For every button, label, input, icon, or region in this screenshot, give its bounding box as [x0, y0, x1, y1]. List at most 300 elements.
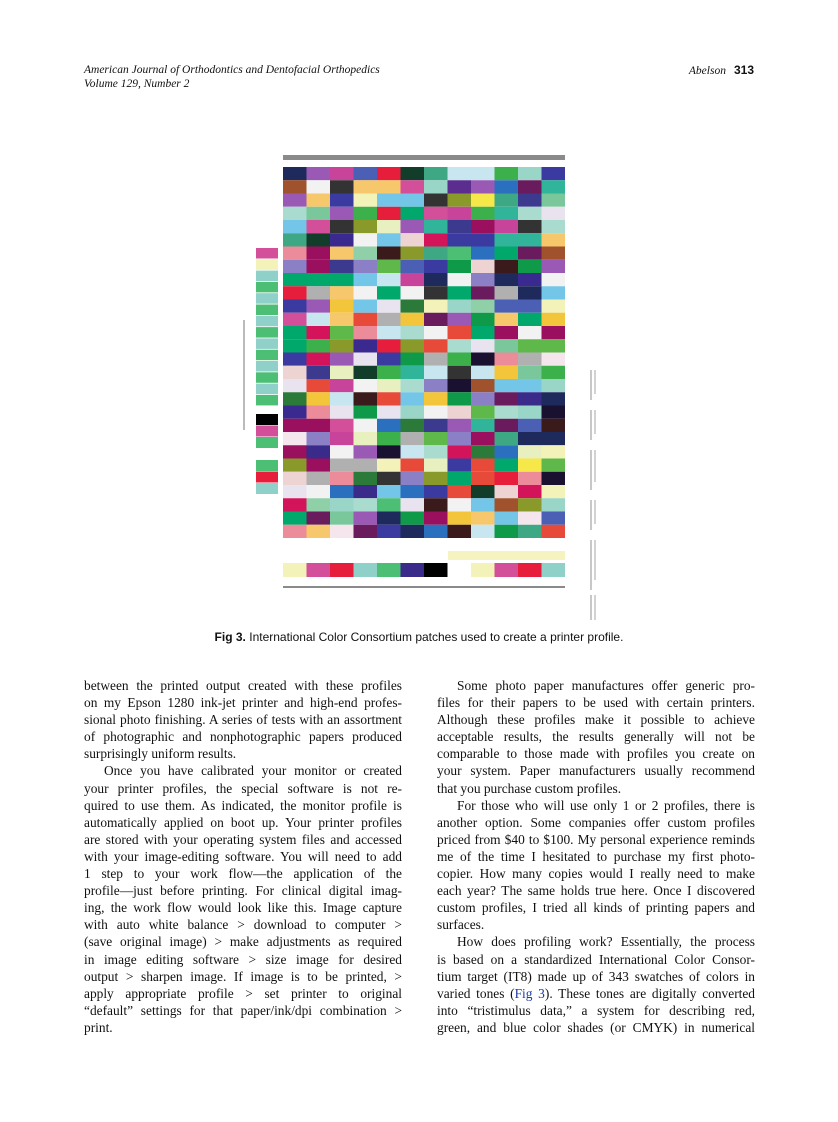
color-patch [377, 445, 401, 458]
side-strip-patch [256, 361, 278, 372]
text-line: profile—just before printing. For clinical digital imag- [84, 883, 402, 899]
vertical-label-mark [590, 595, 592, 620]
text-line: custom profiles, I tried all kinds of printing papers and [437, 900, 755, 916]
color-patch [518, 339, 542, 352]
color-patch [448, 339, 472, 352]
bottom-reference-patch [471, 563, 495, 577]
text-line: surprisingly uniform results. [84, 746, 237, 762]
color-patch [354, 406, 378, 419]
color-patch [377, 273, 401, 286]
color-patch [354, 273, 378, 286]
color-patch [542, 233, 566, 246]
running-header-right [689, 63, 754, 78]
color-patch [401, 379, 425, 392]
color-patch [307, 233, 331, 246]
side-strip-patch [256, 259, 278, 270]
color-patch [495, 512, 519, 525]
color-patch [542, 260, 566, 273]
text-line: print. [84, 1019, 113, 1035]
color-patch [401, 339, 425, 352]
color-patch [448, 525, 472, 538]
color-patch [495, 207, 519, 220]
figure-caption [0, 630, 838, 644]
vertical-label-mark [594, 370, 596, 394]
color-patch [283, 366, 307, 379]
color-patch [307, 379, 331, 392]
color-patch [307, 485, 331, 498]
color-patch [518, 313, 542, 326]
color-patch [424, 445, 448, 458]
vertical-label-mark [590, 450, 592, 490]
color-patch [307, 247, 331, 260]
color-patch [354, 366, 378, 379]
paragraph [437, 797, 755, 934]
bottom-reference-patch [542, 563, 566, 577]
color-patch [330, 247, 354, 260]
color-patch [495, 167, 519, 180]
color-patch [424, 379, 448, 392]
color-patch [354, 472, 378, 485]
color-patch [377, 525, 401, 538]
color-patch [283, 459, 307, 472]
color-patch [330, 194, 354, 207]
color-patch [354, 247, 378, 260]
color-patch [330, 167, 354, 180]
color-patch [330, 366, 354, 379]
color-patch [471, 419, 495, 432]
text-column-right [437, 677, 755, 1036]
text-line: output > sharpen image. If image is to be printed, > [84, 968, 402, 984]
vertical-label-mark [594, 540, 596, 580]
text-line: Once you have calibrated your monitor or created [104, 763, 402, 779]
highlight-band [448, 551, 565, 560]
color-patch [377, 313, 401, 326]
color-patch [330, 379, 354, 392]
color-patch [518, 247, 542, 260]
color-patch [283, 233, 307, 246]
side-strip-patch [256, 460, 278, 471]
color-patch [471, 220, 495, 233]
color-patch [354, 326, 378, 339]
color-patch [448, 353, 472, 366]
color-patch [518, 207, 542, 220]
color-patch [424, 485, 448, 498]
color-patch [424, 167, 448, 180]
bottom-reference-patch [424, 563, 448, 577]
color-patch [354, 485, 378, 498]
color-patch [448, 419, 472, 432]
color-patch [448, 445, 472, 458]
vertical-label-mark [594, 450, 596, 482]
bottom-reference-patch [518, 563, 542, 577]
color-patch [518, 472, 542, 485]
bottom-reference-patch [283, 563, 307, 577]
color-patch [542, 300, 566, 313]
color-patch [471, 498, 495, 511]
color-patch [448, 194, 472, 207]
color-patch [354, 445, 378, 458]
text-line: ing, the work flow would look like this. Image capture [84, 900, 402, 916]
text-line: on my Epson 1280 ink-jet printer and high-end profes- [84, 695, 402, 711]
text-line: me of the time I hesitated to purchase my first photo- [437, 848, 755, 864]
color-patch [354, 432, 378, 445]
color-patch [283, 525, 307, 538]
color-patch [283, 512, 307, 525]
running-header-left [84, 63, 380, 91]
icc-color-target-figure [230, 150, 610, 620]
color-patch [307, 207, 331, 220]
color-patch [495, 300, 519, 313]
color-patch [354, 180, 378, 193]
bottom-reference-patch [401, 563, 425, 577]
color-patch [542, 392, 566, 405]
color-patch [424, 247, 448, 260]
side-strip-patch [256, 282, 278, 293]
text-line: surfaces. [437, 917, 485, 933]
color-patch [542, 485, 566, 498]
color-patch [377, 498, 401, 511]
color-patch [354, 313, 378, 326]
color-patch [471, 379, 495, 392]
color-patch [495, 286, 519, 299]
color-patch [495, 459, 519, 472]
text-line: between the printed output created with these profiles [84, 678, 402, 693]
color-patch [401, 445, 425, 458]
side-strip-patch [256, 248, 278, 259]
color-patch [330, 180, 354, 193]
text-line: (save original image) > make adjustments as required [84, 934, 402, 950]
text-line: Although these profiles make it possible to achieve [437, 712, 755, 728]
color-patch [471, 525, 495, 538]
color-patch [448, 512, 472, 525]
color-patch [377, 472, 401, 485]
color-patch [424, 300, 448, 313]
color-patch [471, 339, 495, 352]
side-strip-patch [256, 305, 278, 316]
vertical-label-mark [594, 410, 596, 434]
color-patch [377, 406, 401, 419]
color-patch [377, 167, 401, 180]
color-patch [283, 445, 307, 458]
color-patch [495, 498, 519, 511]
color-patch [542, 286, 566, 299]
color-patch [283, 472, 307, 485]
color-patch [307, 326, 331, 339]
color-patch [283, 194, 307, 207]
vertical-label-mark [590, 370, 592, 400]
color-patch [307, 498, 331, 511]
color-patch [471, 512, 495, 525]
text-line: comparable to those made with profiles you create on [437, 746, 755, 762]
color-patch [330, 485, 354, 498]
text-line: Some photo paper manufactures offer generic pro- [457, 678, 755, 693]
color-patch [495, 379, 519, 392]
side-strip-patch [256, 293, 278, 304]
color-patch [448, 260, 472, 273]
color-patch [424, 432, 448, 445]
color-patch [495, 406, 519, 419]
color-patch [448, 485, 472, 498]
color-patch [518, 194, 542, 207]
color-patch [307, 512, 331, 525]
color-patch [330, 339, 354, 352]
color-patch [448, 220, 472, 233]
color-patch [424, 313, 448, 326]
color-patch [542, 180, 566, 193]
color-patch [330, 459, 354, 472]
figure-label: Fig 3. [214, 630, 246, 644]
color-patch [307, 167, 331, 180]
figure-reference-link[interactable]: Fig 3 [514, 985, 545, 1001]
color-patch [495, 445, 519, 458]
color-patch [471, 300, 495, 313]
color-patch [330, 432, 354, 445]
color-patch [283, 326, 307, 339]
color-patch [471, 260, 495, 273]
color-patch [401, 392, 425, 405]
side-strip-patch [256, 395, 278, 406]
paragraph [437, 677, 755, 797]
color-patch [542, 167, 566, 180]
color-patch [401, 525, 425, 538]
color-patch [283, 419, 307, 432]
side-strip-patch [256, 414, 278, 425]
color-patch [377, 379, 401, 392]
color-patch [354, 419, 378, 432]
color-patch [448, 247, 472, 260]
color-patch [377, 207, 401, 220]
color-patch [424, 406, 448, 419]
color-patch [448, 286, 472, 299]
color-patch [354, 379, 378, 392]
color-patch [283, 379, 307, 392]
color-patch [495, 485, 519, 498]
author-name: Abelson [688, 65, 726, 77]
color-patch [283, 273, 307, 286]
color-patch [330, 406, 354, 419]
text-line: automatically applied on boot up. Your printer profiles [84, 814, 402, 830]
color-patch [471, 180, 495, 193]
paragraph [84, 677, 402, 762]
color-patch [307, 286, 331, 299]
color-patch [354, 498, 378, 511]
text-line: varied tones (Fig 3). These tones are digitally converted [437, 985, 756, 1001]
color-patch [330, 353, 354, 366]
color-patch [354, 459, 378, 472]
color-patch [307, 180, 331, 193]
color-patch [471, 432, 495, 445]
color-patch [448, 459, 472, 472]
bottom-reference-patch [495, 563, 519, 577]
color-patch [448, 379, 472, 392]
text-line: your printer profiles, the special software is not re- [84, 780, 402, 796]
journal-volume: Volume 129, Number 2 [84, 78, 190, 90]
color-patch [330, 392, 354, 405]
side-strip-patch [256, 327, 278, 338]
color-patch [307, 432, 331, 445]
text-line: in image editing software > size image for desired [84, 951, 402, 967]
color-patch [448, 180, 472, 193]
color-patch [542, 525, 566, 538]
color-patch [354, 300, 378, 313]
color-patch [542, 498, 566, 511]
side-strip-patch [256, 350, 278, 361]
color-patch [354, 339, 378, 352]
text-line: with your image-editing software. You will need to add [84, 848, 402, 864]
color-patch [354, 260, 378, 273]
side-strip-patch [256, 316, 278, 327]
color-patch [354, 392, 378, 405]
color-patch [424, 233, 448, 246]
color-patch [307, 194, 331, 207]
color-patch [471, 353, 495, 366]
color-patch [354, 286, 378, 299]
color-patch [471, 194, 495, 207]
color-patch [542, 247, 566, 260]
color-patch [401, 220, 425, 233]
color-patch [401, 406, 425, 419]
color-patch [495, 220, 519, 233]
vertical-label-mark [590, 540, 592, 590]
color-patch [542, 194, 566, 207]
color-patch [377, 392, 401, 405]
bottom-reference-patch [377, 563, 401, 577]
bottom-reference-patch [354, 563, 378, 577]
side-strip-patch [256, 437, 278, 448]
color-patch [542, 220, 566, 233]
text-line: tium target (IT8) made up of 343 swatches of colors in [437, 968, 755, 984]
color-patch [377, 180, 401, 193]
color-patch [424, 472, 448, 485]
color-patch [518, 260, 542, 273]
color-patch [542, 419, 566, 432]
color-patch [518, 273, 542, 286]
vertical-label-mark [243, 320, 245, 430]
text-line: priced from $40 to $100. My personal experience reminds [437, 831, 755, 847]
color-patch [377, 233, 401, 246]
color-patch [518, 379, 542, 392]
color-patch [283, 180, 307, 193]
color-patch [424, 326, 448, 339]
color-patch [354, 512, 378, 525]
text-line: into “tristimulus data,” a system for describing red, [437, 1002, 755, 1018]
paragraph [437, 933, 755, 1036]
color-patch [518, 392, 542, 405]
color-patch [448, 498, 472, 511]
color-patch [542, 406, 566, 419]
color-patch [330, 525, 354, 538]
color-patch [283, 260, 307, 273]
color-patch [495, 247, 519, 260]
color-patch [424, 180, 448, 193]
color-patch [542, 353, 566, 366]
color-patch [377, 419, 401, 432]
text-line: your system. Paper manufacturers usually recommend [437, 763, 755, 779]
color-patch [518, 459, 542, 472]
figure-caption-text: International Color Consortium patches used to create a printer profile. [249, 630, 624, 644]
color-patch [448, 300, 472, 313]
color-patch [424, 220, 448, 233]
color-patch [283, 286, 307, 299]
color-patch [377, 260, 401, 273]
color-patch [495, 260, 519, 273]
color-patch [307, 273, 331, 286]
color-patch [471, 247, 495, 260]
color-patch [307, 472, 331, 485]
color-patch [307, 313, 331, 326]
text-line: files for their papers to be used with certain printers. [437, 695, 755, 711]
color-patch [354, 353, 378, 366]
color-patch [471, 472, 495, 485]
color-patch [424, 353, 448, 366]
color-patch [542, 207, 566, 220]
bottom-reference-patch [448, 563, 472, 577]
text-line: For those who will use only 1 or 2 profiles, there is [457, 797, 755, 813]
color-patch [377, 339, 401, 352]
color-patch [424, 366, 448, 379]
color-patch [424, 339, 448, 352]
text-line: apply appropriate profile > set printer to original [84, 985, 402, 1001]
color-patch [448, 406, 472, 419]
color-patch [283, 498, 307, 511]
side-strip-patch [256, 372, 278, 383]
color-patch [495, 326, 519, 339]
side-strip-patch [256, 384, 278, 395]
color-patch [330, 260, 354, 273]
color-patch [283, 167, 307, 180]
color-patch [471, 392, 495, 405]
color-patch [377, 366, 401, 379]
color-patch [518, 300, 542, 313]
color-patch [330, 300, 354, 313]
color-patch [283, 353, 307, 366]
color-patch [401, 366, 425, 379]
color-patch [354, 233, 378, 246]
color-patch [518, 366, 542, 379]
color-patch [471, 326, 495, 339]
color-patch [401, 167, 425, 180]
color-patch [471, 366, 495, 379]
color-patch [354, 207, 378, 220]
color-patch [307, 353, 331, 366]
color-patch [283, 485, 307, 498]
paragraph [84, 762, 402, 1036]
color-patch [471, 273, 495, 286]
color-patch [542, 313, 566, 326]
color-patch [401, 419, 425, 432]
color-patch [377, 326, 401, 339]
target-top-bar [283, 155, 565, 160]
color-patch [471, 233, 495, 246]
color-patch [448, 366, 472, 379]
journal-title: American Journal of Orthodontics and Dentofacial Orthopedics [84, 64, 380, 76]
text-line: with auto white balance > download to computer > [84, 917, 402, 933]
color-patch [495, 432, 519, 445]
color-patch [283, 406, 307, 419]
color-patch [354, 525, 378, 538]
color-patch [424, 392, 448, 405]
color-patch [495, 525, 519, 538]
color-patch [518, 233, 542, 246]
color-patch [401, 247, 425, 260]
color-patch [424, 498, 448, 511]
color-patch [542, 445, 566, 458]
color-patch [401, 300, 425, 313]
color-patch [377, 512, 401, 525]
color-patch [307, 406, 331, 419]
color-patch [330, 512, 354, 525]
color-patch [495, 339, 519, 352]
